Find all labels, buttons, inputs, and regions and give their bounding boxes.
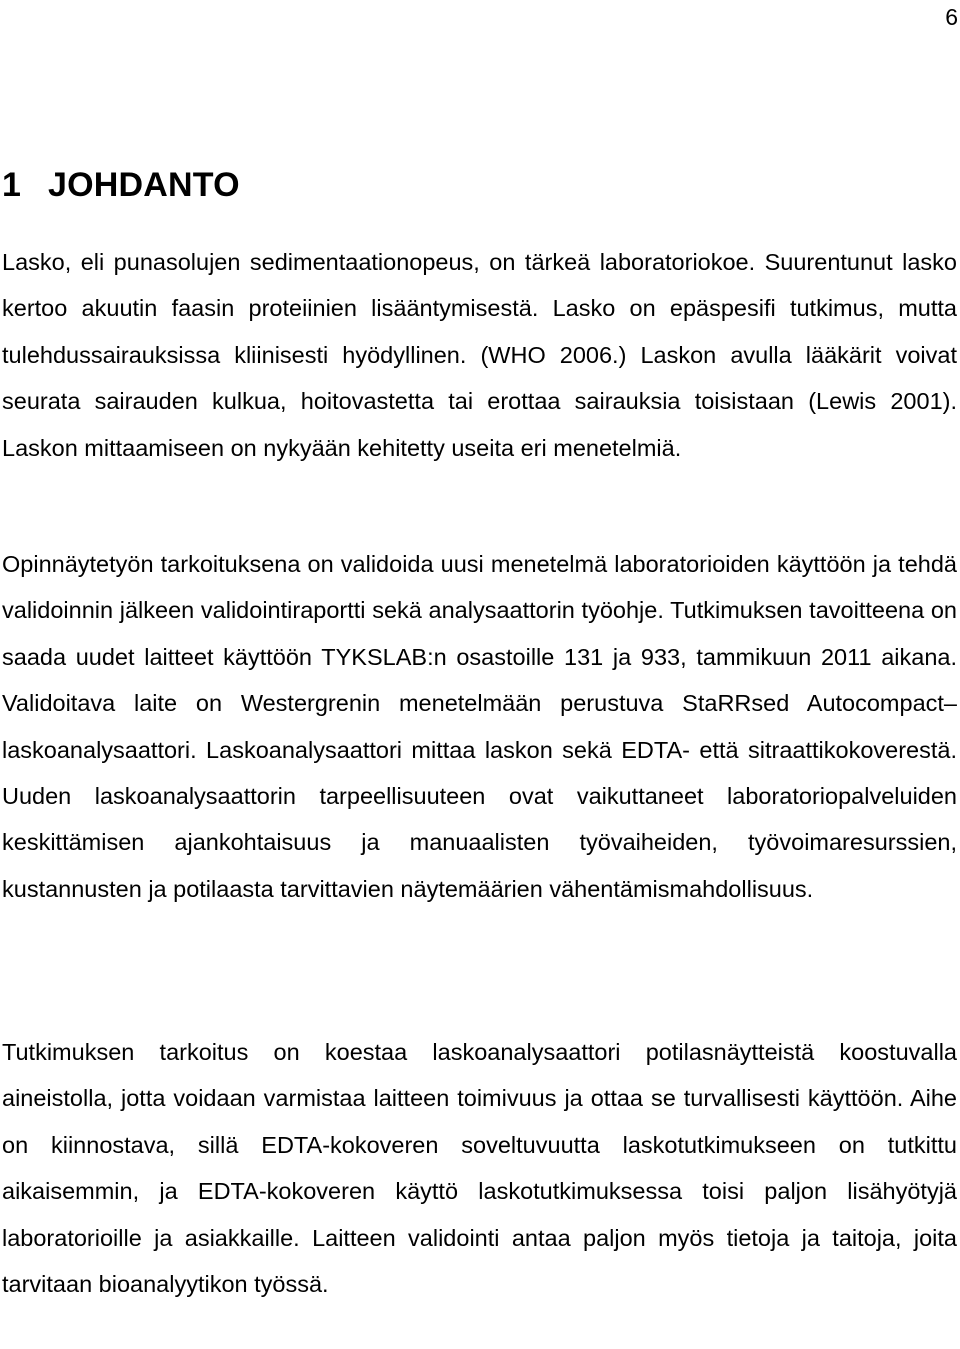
- chapter-heading: [2, 163, 240, 207]
- chapter-title: JOHDANTO: [48, 166, 240, 204]
- paragraph-purpose: Tutkimuksen tarkoitus on koestaa laskoanalysaattori potilasnäytteistä koostuvalla aineistolla, jotta voidaan varmistaa laitteen toimivuus ja ottaa se turvallisesti käyttöön. Aihe on kiinnostava, sillä EDTA-kokoveren soveltuvuutta laskotutkimukseen on tutkittu aikaisemmin, ja EDTA-kokoveren käyttö laskotutkimuksessa toisi paljon lisähyötyjä laboratorioille ja asiakkaille. Laitteen validointi antaa paljon myös tietoja ja taitoja, joita tarvitaan bioanalyytikon työssä.: [2, 1039, 957, 1298]
- paragraph-intro: Lasko, eli punasolujen sedimentaationopeus, on tärkeä laboratoriokoe. Suurentunut lasko kertoo akuutin faasin proteiinien lisääntymisestä. Lasko on epäspesifi tutkimus, mutta tulehdussairauksissa kliinisesti hyödyllinen. (WHO 2006.) Laskon avulla lääkärit voivat seurata sairauden kulkua, hoitovastetta tai erottaa sairauksia toisistaan (Lewis 2001). Laskon mittaamiseen on nykyään kehitetty useita eri menetelmiä.: [2, 249, 957, 461]
- chapter-number: 1: [2, 166, 22, 204]
- page-number: 6: [945, 4, 958, 30]
- paragraph-objective: Opinnäytetyön tarkoituksena on validoida uusi menetelmä laboratorioiden käyttöön ja tehdä validoinnin jälkeen validointiraportti sekä analysaattorin työohje. Tutkimuksen tavoitteena on saada uudet laitteet käyttöön TYKSLAB:n osastoille 131 ja 933, tammikuun 2011 aikana. Validoitava laite on Westergrenin menetelmään perustuva StaRRsed Autocompact– laskoanalysaattori. Laskoanalysaattori mittaa laskon sekä EDTA- että sitraattikokoverestä. Uuden laskoanalysaattorin tarpeellisuuteen ovat vaikuttaneet laboratoriopalveluiden keskittämisen ajankohtaisuus ja manuaalisten työvaiheiden, työvoimaresurssien, kustannusten ja potilaasta tarvittavien näytemäärien vähentämismahdollisuus.: [2, 551, 957, 902]
